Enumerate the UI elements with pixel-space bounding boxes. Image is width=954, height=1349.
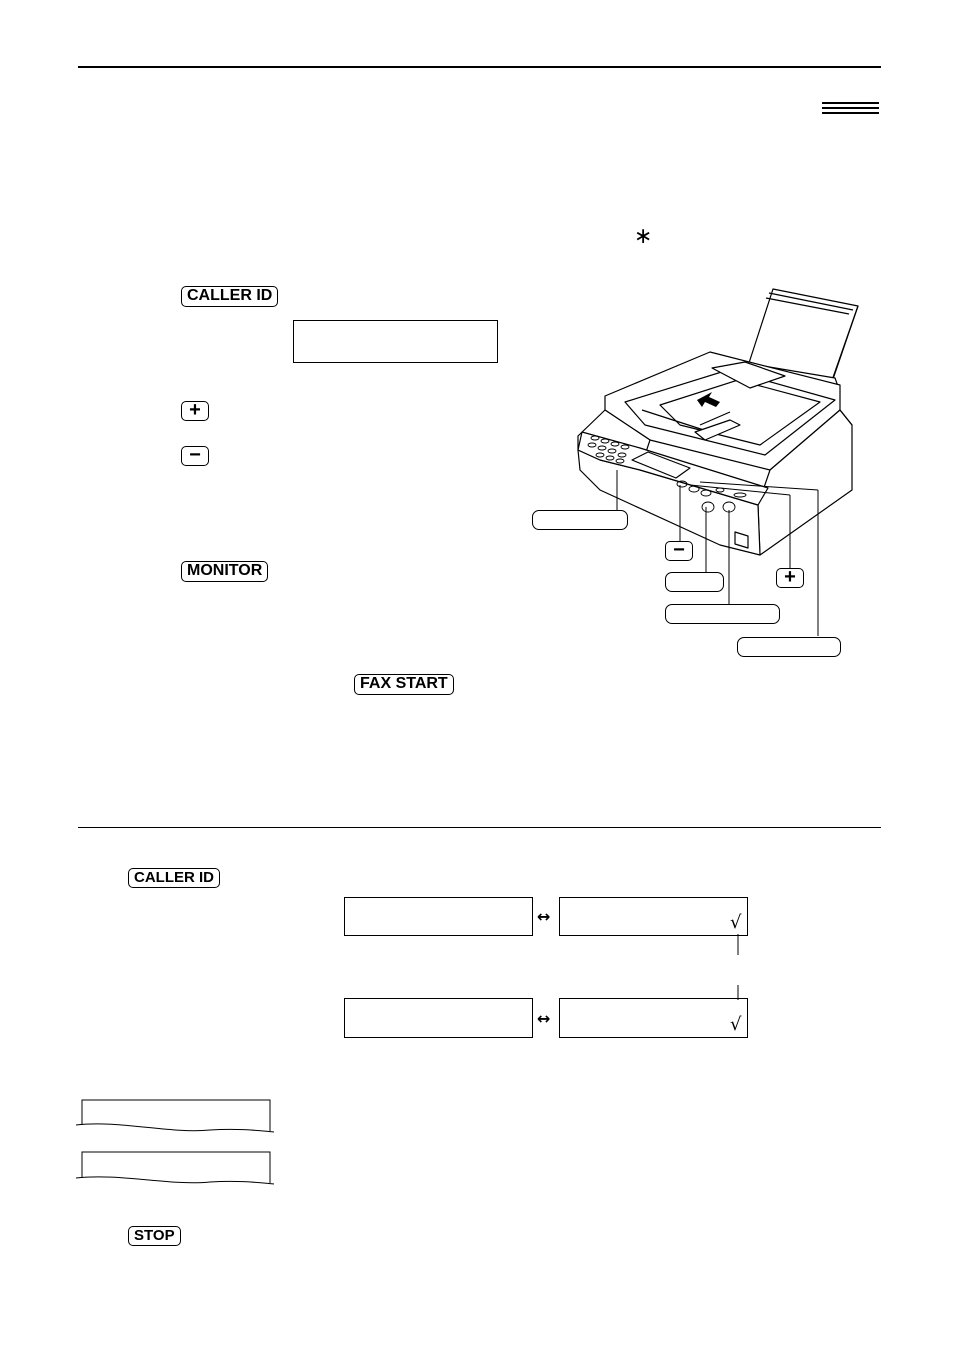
plus-key[interactable]: + [181,401,209,421]
monitor-key[interactable]: MONITOR [181,561,268,582]
minus-key[interactable]: − [181,446,209,466]
report-sheet-1 [82,1100,270,1128]
double-arrow-icon: ↔ [537,907,551,926]
caller-id-key-2[interactable]: CALLER ID [128,868,220,888]
check-mark-icon-2: √ [730,1014,742,1035]
stop-key[interactable]: STOP [128,1226,181,1246]
asterisk-symbol: ∗ [634,224,653,249]
minus-callout-key: − [665,541,693,561]
plus-callout-key: + [776,568,804,588]
report-sheet-2 [82,1152,270,1180]
check-mark-icon: √ [730,912,742,933]
caller-id-key[interactable]: CALLER ID [181,286,278,307]
double-arrow-icon-2: ↔ [537,1009,551,1028]
fax-start-key[interactable]: FAX START [354,674,454,695]
